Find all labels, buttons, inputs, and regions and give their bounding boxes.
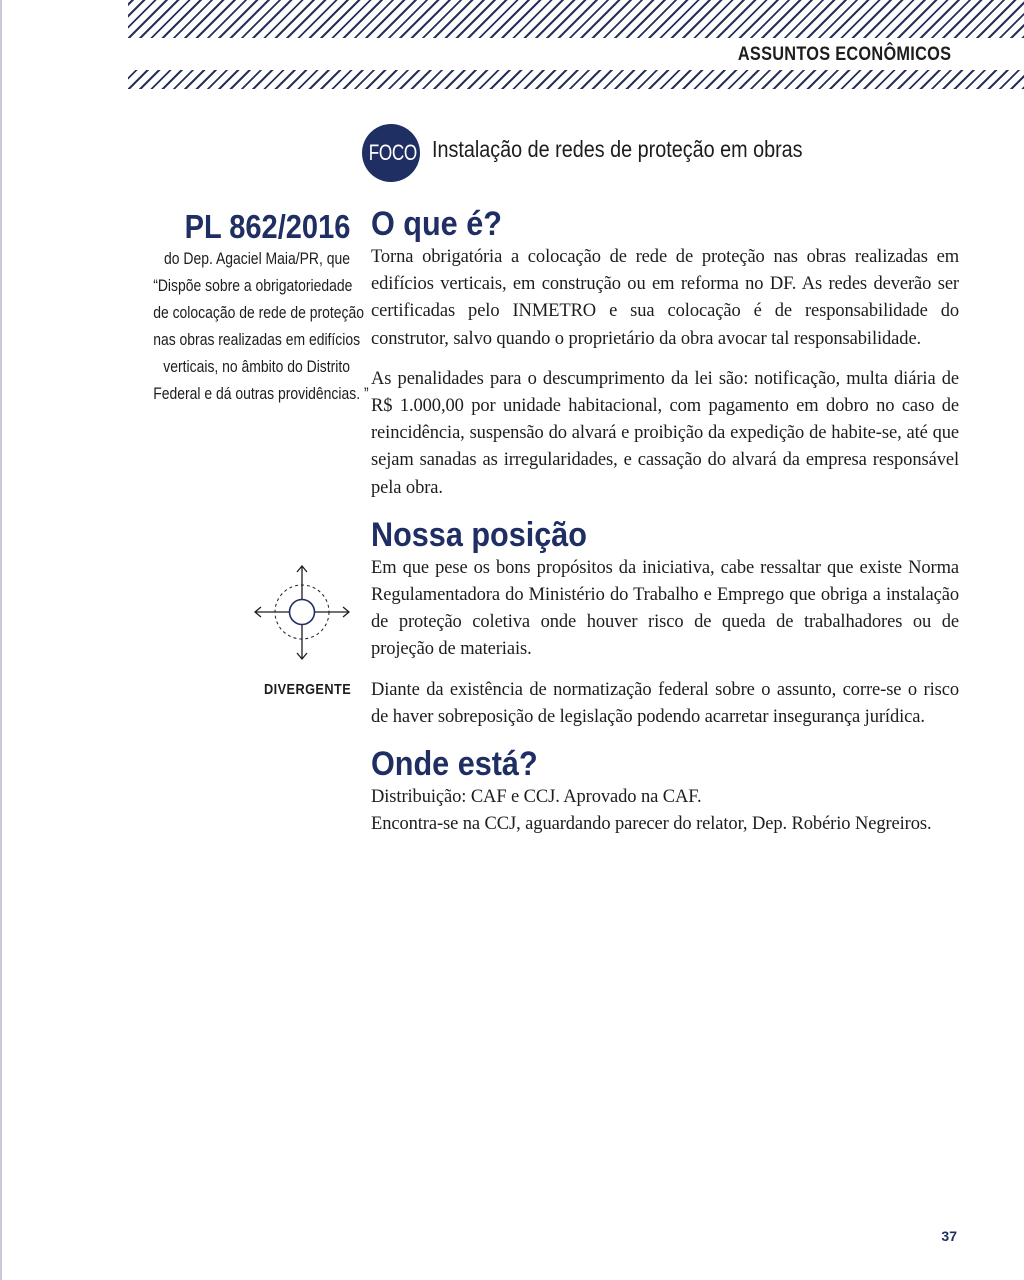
bill-description-line: do Dep. Agaciel Maia/PR, que — [164, 249, 350, 268]
bill-description-line: verticais, no âmbito do Distrito — [163, 357, 350, 376]
divergent-arrows-icon — [250, 562, 354, 666]
focus-badge — [362, 124, 420, 182]
focus-badge-text: FOCO — [368, 140, 417, 165]
position-paragraph: Diante da existência de normatização federal sobre o assunto, corre-se o risco de haver sobreposição de legislação podendo acarretar insegurança jurídica. — [371, 679, 959, 727]
bill-number: PL 862/2016 — [184, 208, 350, 245]
page-edge-rule — [0, 0, 2, 1280]
bill-description-line: nas obras realizadas em edifícios — [153, 330, 361, 349]
header-hatch-band-top — [128, 0, 1024, 38]
bill-description-line: “Dispõe sobre a obrigatoriedade — [153, 276, 353, 295]
bill-description-line: de colocação de rede de proteção — [153, 303, 365, 322]
where-heading: Onde está? — [371, 745, 538, 784]
page-number: 37 — [941, 1228, 957, 1244]
stance-label: DIVERGENTE — [264, 681, 352, 698]
bill-description-line: Federal e dá outras providências. ” — [153, 384, 369, 403]
where-line: Encontra-se na CCJ, aguardando parecer do relator, Dep. Robério Negreiros. — [371, 814, 932, 835]
what-paragraph: Torna obrigatória a colocação de rede de proteção nas obras realizadas em edifícios verticais, em construção ou em reforma no DF. As redes deverão ser certificadas pelo INMETRO e sua colocação é de responsabilidade do construtor, salvo quando o proprietário da obra avocar tal responsabilidade. — [371, 247, 959, 349]
section-label: ASSUNTOS ECONÔMICOS — [731, 40, 958, 70]
where-line: Distribuição: CAF e CCJ. Aprovado na CAF. — [371, 787, 702, 808]
position-heading: Nossa posição — [371, 515, 587, 554]
header-hatch-band-bottom — [128, 70, 1024, 89]
what-paragraph: As penalidades para o descumprimento da lei são: notificação, multa diária de R$ 1.000,00 por unidade habitacional, com pagamento em dobro no caso de reincidência, suspensão do alvará e proibição da expedição de habite-se, até que sejam sanadas as irregularidades, e cassação do alvará da empresa responsável pela obra. — [371, 368, 959, 498]
bill-description — [110, 245, 369, 407]
position-paragraph: Em que pese os bons propósitos da iniciativa, cabe ressaltar que existe Norma Regulamentadora do Ministério do Trabalho e Emprego que obriga a instalação de proteção coletiva onde houver risco de queda de trabalhadores ou de projeção de materiais. — [371, 557, 959, 660]
main-content — [371, 204, 959, 838]
focus-title: Instalação de redes de proteção em obras — [432, 136, 803, 162]
what-heading: O que é? — [371, 205, 502, 243]
